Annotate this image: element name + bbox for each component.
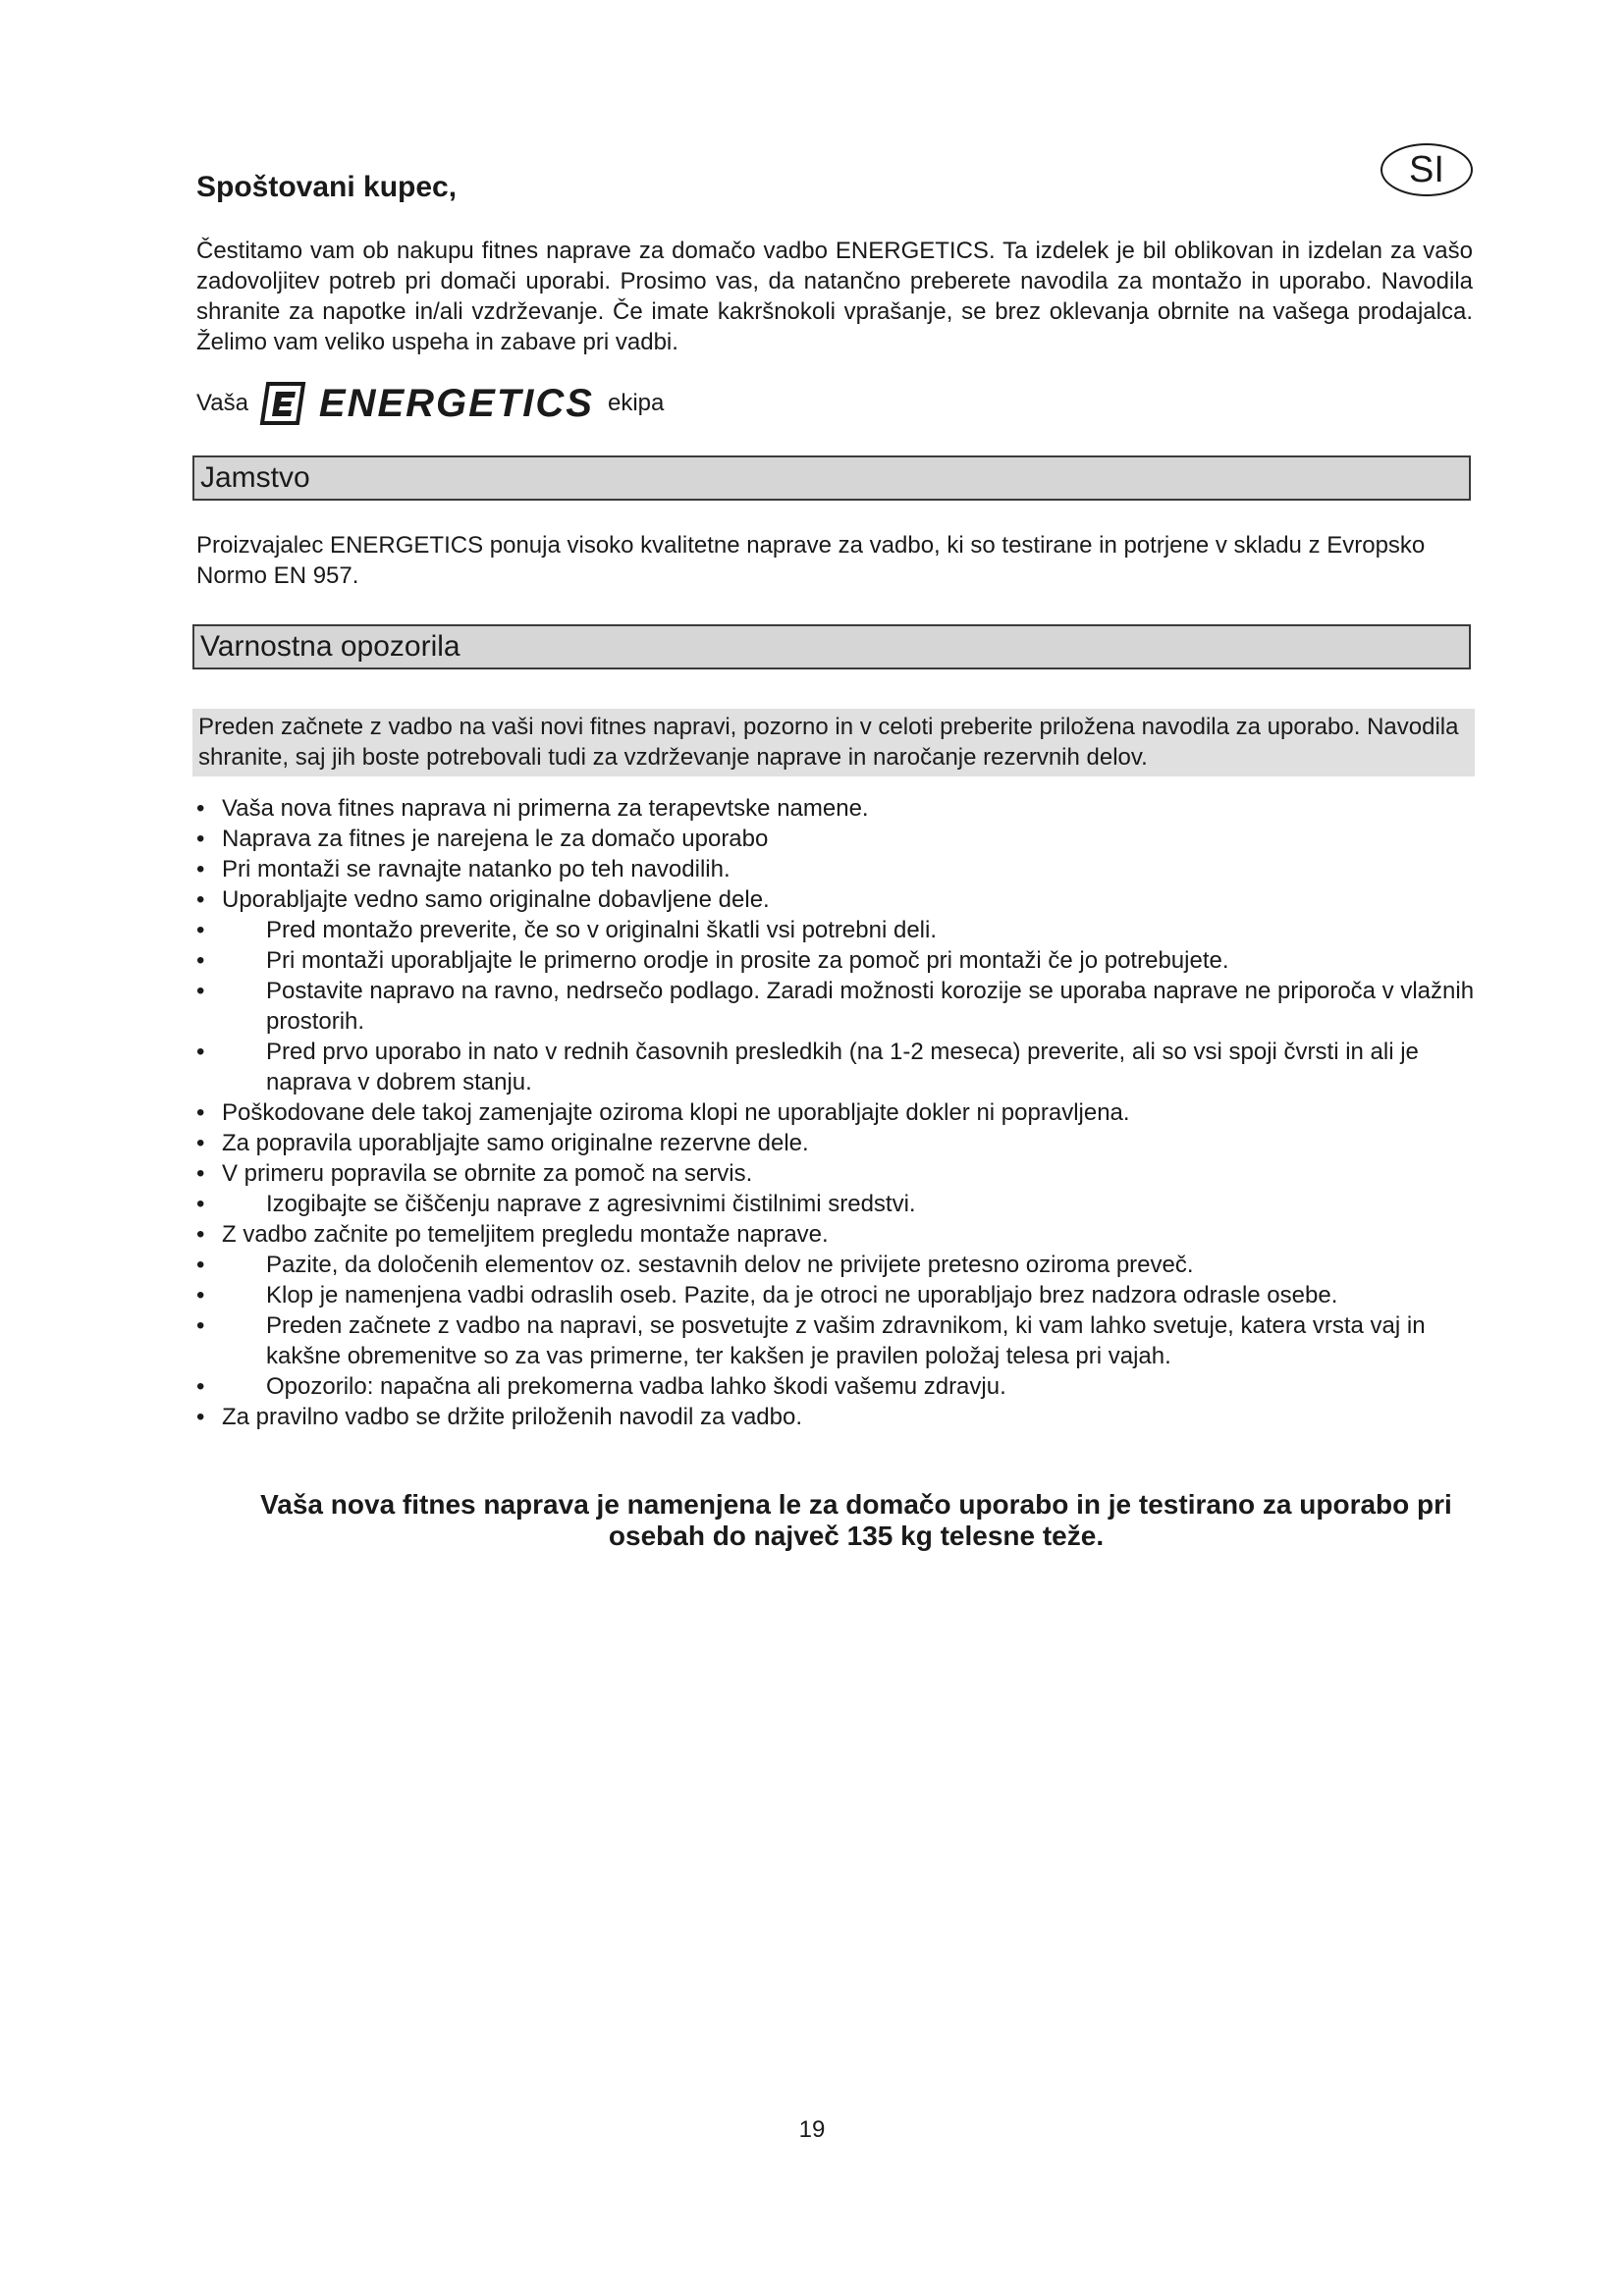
energetics-logo	[258, 380, 594, 427]
list-item: • Z vadbo začnite po temeljitem pregledu montaže naprave.	[192, 1219, 1479, 1250]
list-item: • Pred montažo preverite, če so v originalni škatli vsi potrebni deli.	[192, 915, 1479, 945]
warranty-heading: Jamstvo	[192, 455, 1471, 501]
list-item: • Pri montaži se ravnajte natanko po teh navodilih.	[192, 854, 1479, 884]
list-item: • Vaša nova fitnes naprava ni primerna za terapevtske namene.	[192, 793, 1479, 824]
list-item: • Pazite, da določenih elementov oz. sestavnih delov ne privijete pretesno oziroma preveč.	[192, 1250, 1479, 1280]
safety-heading: Varnostna opozorila	[192, 624, 1471, 669]
safety-list	[192, 793, 1479, 1432]
list-item: • Preden začnete z vadbo na napravi, se posvetujte z vašim zdravnikom, ki vam lahko svetuje, katera vrsta vaj in kakšne obremenitve so za vas primerne, ter kakšen je pravilen položaj telesa pri vajah.	[192, 1310, 1479, 1371]
team-signature	[196, 379, 664, 428]
safety-notice: Preden začnete z vadbo na vaši novi fitnes napravi, pozorno in v celoti preberite priložena navodila za uporabo. Navodila shranite, saj jih boste potrebovali tudi za vzdrževanje naprave in naročanje rezervnih delov.	[192, 709, 1475, 776]
list-item: • Poškodovane dele takoj zamenjajte oziroma klopi ne uporabljajte dokler ni popravljena.	[192, 1097, 1479, 1128]
list-item: • Za pravilno vadbo se držite priloženih navodil za vadbo.	[192, 1402, 1479, 1432]
list-item: • Pri montaži uporabljajte le primerno orodje in prosite za pomoč pri montaži če jo potrebujete.	[192, 945, 1479, 976]
list-item: • Za popravila uporabljajte samo originalne rezervne dele.	[192, 1128, 1479, 1158]
list-item: • Postavite napravo na ravno, nedrsečo podlago. Zaradi možnosti korozije se uporaba naprave ne priporoča v vlažnih prostorih.	[192, 976, 1479, 1037]
list-item: • Naprava za fitnes je narejena le za domačo uporabo	[192, 824, 1479, 854]
language-badge: SI	[1380, 143, 1473, 196]
list-item: • V primeru popravila se obrnite za pomoč na servis.	[192, 1158, 1479, 1189]
list-item: • Izogibajte se čiščenju naprave z agresivnimi čistilnimi sredstvi.	[192, 1189, 1479, 1219]
list-item: • Klop je namenjena vadbi odraslih oseb. Pazite, da je otroci ne uporabljajo brez nadzora odrasle osebe.	[192, 1280, 1479, 1310]
greeting-heading: Spoštovani kupec,	[196, 171, 458, 203]
list-item: • Uporabljajte vedno samo originalne dobavljene dele.	[192, 884, 1479, 915]
page-number: 19	[798, 2116, 826, 2143]
brand-wordmark: ENERGETICS	[318, 381, 594, 425]
warranty-paragraph: Proizvajalec ENERGETICS ponuja visoko kvalitetne naprave za vadbo, ki so testirane in potrjene v skladu z Evropsko Normo EN 957.	[196, 532, 1426, 589]
weight-limit-note: Vaša nova fitnes naprava je namenjena le za domačo uporabo in je testirano za uporabo pri osebah do največ 135 kg telesne teže.	[260, 1489, 1452, 1551]
signature-suffix: ekipa	[607, 390, 665, 416]
list-item: • Pred prvo uporabo in nato v rednih časovnih presledkih (na 1-2 meseca) preverite, ali so vsi spoji čvrsti in ali je naprava v dobrem stanju.	[192, 1037, 1479, 1097]
signature-prefix: Vaša	[196, 390, 248, 416]
intro-paragraph: Čestitamo vam ob nakupu fitnes naprave za domačo vadbo ENERGETICS. Ta izdelek je bil oblikovan in izdelan za vašo zadovoljitev potreb pri domači uporabi. Prosimo vas, da natančno preberete navodila za montažo in uporabo. Navodila shranite za napotke in/ali vzdrževanje. Če imate kakršnokoli vprašanje, se brez oklevanja obrnite na vašega prodajalca. Želimo vam veliko uspeha in zabave pri vadbi.	[196, 238, 1473, 355]
energetics-e-logo-icon	[258, 380, 307, 427]
list-item: • Opozorilo: napačna ali prekomerna vadba lahko škodi vašemu zdravju.	[192, 1371, 1479, 1402]
